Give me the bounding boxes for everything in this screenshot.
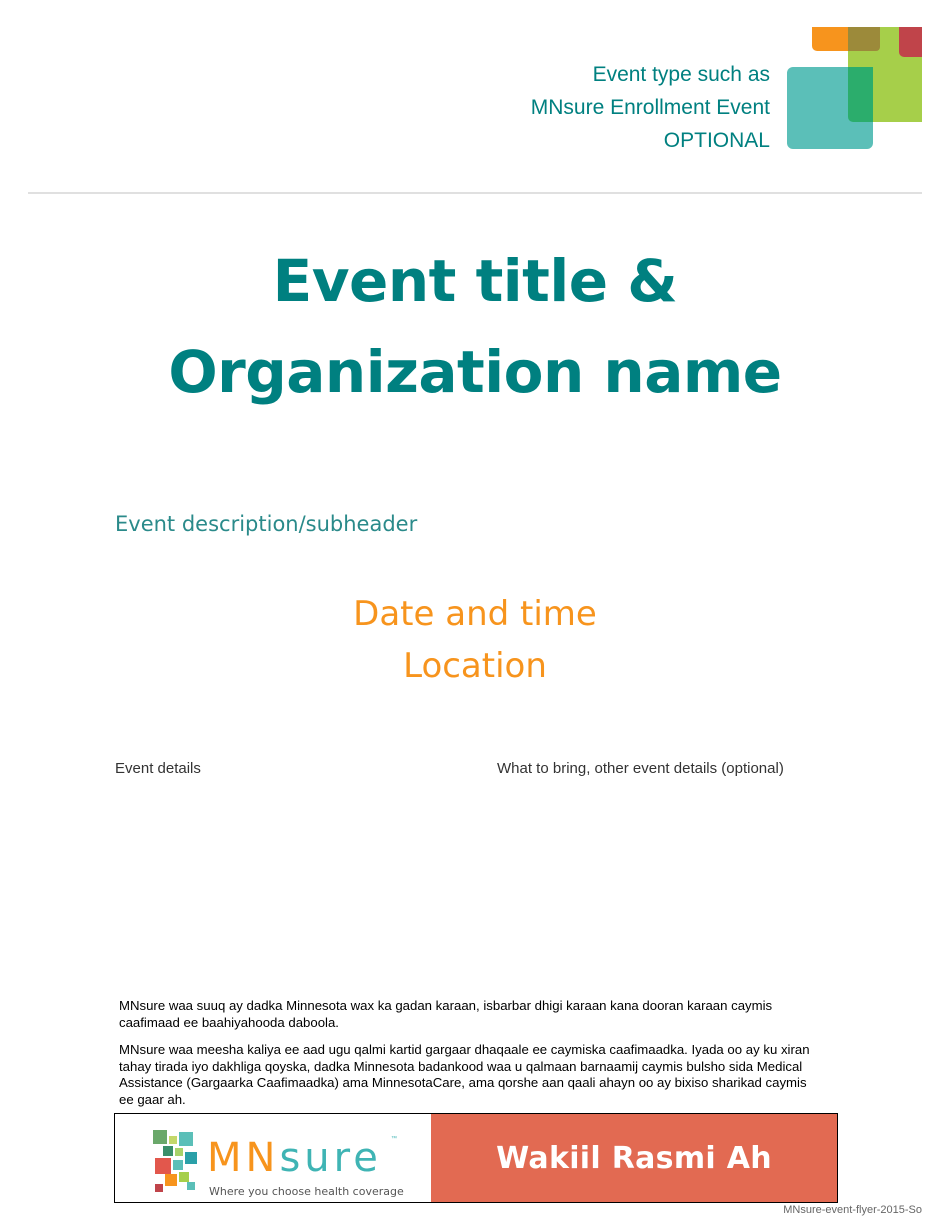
logo-pixel xyxy=(155,1184,163,1192)
event-details-label: Event details xyxy=(115,760,201,777)
event-type-line-3: OPTIONAL xyxy=(663,129,770,152)
logo-tagline: Where you choose health coverage xyxy=(209,1185,404,1198)
logo-pixel xyxy=(179,1172,189,1182)
event-type xyxy=(531,58,770,157)
date-time: Date and time xyxy=(353,594,597,634)
footer-banner xyxy=(114,1113,838,1203)
logo-pixel xyxy=(187,1182,195,1190)
event-title xyxy=(0,236,950,418)
mnsure-logo xyxy=(151,1122,411,1198)
date-location-block xyxy=(0,588,950,692)
decor-square-olive xyxy=(848,27,880,51)
logo-trademark: ™ xyxy=(391,1136,397,1142)
logo-pixel xyxy=(175,1148,183,1156)
header-divider xyxy=(28,192,922,194)
body-paragraph-1: MNsure waa suuq ay dadka Minnesota wax ka gadan karaan, isbarbar dhigi karaan kana dooran karaan caymis caafimaad ee baahiyahooda daboola. xyxy=(119,998,773,1030)
logo-pixel xyxy=(169,1136,177,1144)
event-subheader: Event description/subheader xyxy=(115,512,418,536)
event-title-line-1: Event title & xyxy=(272,247,678,315)
logo-pixel xyxy=(163,1146,173,1156)
logo-wordmark xyxy=(207,1135,382,1181)
body-paragraph-2: MNsure waa meesha kaliya ee aad ugu qalmi kartid gargaar dhaqaale ee caymiska caafimaadka. Iyada oo ay ku xiran tahay tirada iyo dakhliga qoyska, dadka Minnesota badankood waa u qalmaan barnaamij caymis bulsho sida Medical Assistance (Gargaarka Caafimaadka) ama MinnesotaCare, ama qorshe aan qaali ahayn oo ay bixiso sharikad caymis ee gaar ah. xyxy=(119,1042,810,1107)
what-to-bring-label: What to bring, other event details (optional) xyxy=(497,760,784,777)
logo-sure: sure xyxy=(279,1135,382,1181)
logo-pixel xyxy=(165,1174,177,1186)
official-agent-badge-label: Wakiil Rasmi Ah xyxy=(496,1140,772,1176)
location: Location xyxy=(403,646,547,686)
logo-pixel xyxy=(185,1152,197,1164)
official-agent-badge xyxy=(431,1114,837,1202)
event-type-line-2: MNsure Enrollment Event xyxy=(530,96,770,119)
decor-square-red xyxy=(899,27,922,57)
logo-pixel xyxy=(173,1160,183,1170)
logo-pixel xyxy=(179,1132,193,1146)
document-code: MNsure-event-flyer-2015-So xyxy=(783,1204,922,1216)
decor-square-green xyxy=(848,67,873,122)
logo-pixel xyxy=(155,1158,171,1174)
event-title-line-2: Organization name xyxy=(168,338,782,406)
logo-mn: MN xyxy=(207,1135,280,1181)
logo-pixel xyxy=(153,1130,167,1144)
decor-square-orange xyxy=(812,27,852,51)
event-type-line-1: Event type such as xyxy=(592,63,770,86)
